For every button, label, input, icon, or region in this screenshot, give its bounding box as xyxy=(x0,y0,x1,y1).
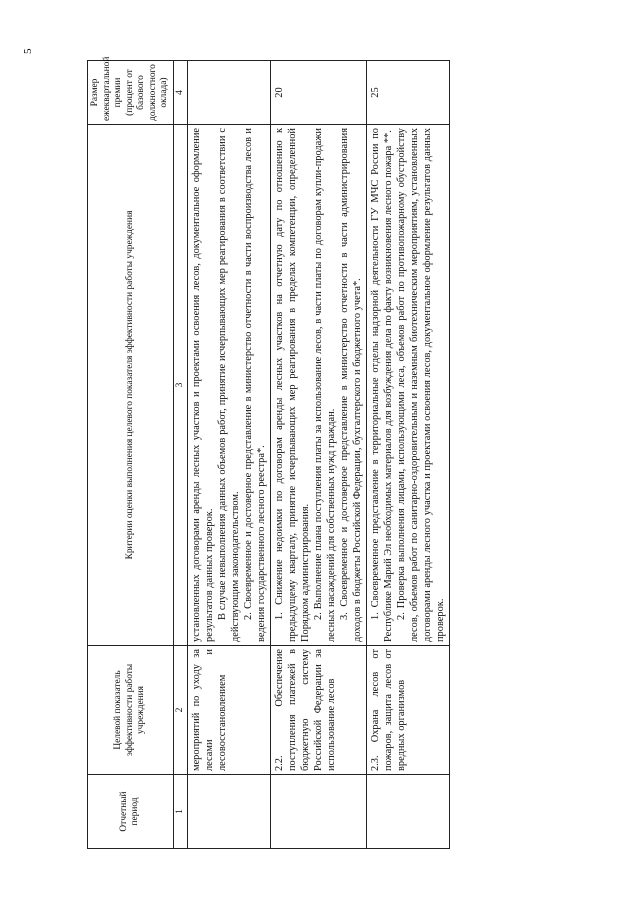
indicator-cell: мероприятий по уходу за лесами и лесовосстановлением xyxy=(187,646,270,775)
criteria-paragraph: установленных договорами аренды лесных участков и проектами освоения лесов, документальное оформление результатов данных проверок. xyxy=(190,128,215,642)
criteria-paragraph: 2. Своевременное и достоверное представление в министерство отчетности в части воспроизводства лесов и ведения государственного лесного реестра*. xyxy=(242,128,267,642)
criteria-cell xyxy=(187,125,270,646)
table-row xyxy=(187,61,270,849)
criteria-paragraph: 1. Своевременное представление в территориальные отделы надзорной деятельности ГУ МЧС России по Республике Марий Эл необходимых материалов для возбуждения дела по факту возникновения лесного пожара **. xyxy=(369,128,394,642)
header-criteria: Критерии оценки выполнения целевого показателя эффективности работы учреждения xyxy=(88,125,174,646)
period-cell xyxy=(270,775,366,849)
criteria-paragraph: 3. Своевременное и достоверное представление в министерство отчетности в части администрирования доходов в бюджеты Российской Федерации, бухгалтерского и бюджетного учета*. xyxy=(338,128,363,642)
criteria-paragraph: 2. Выполнение плана поступления платы за использование лесов, в части платы по договорам купли-продажи лесных насаждений для собственных нужд граждан. xyxy=(312,128,337,642)
size-cell: 20 xyxy=(270,61,366,125)
column-number: 3 xyxy=(173,125,187,646)
column-number: 4 xyxy=(173,61,187,125)
size-cell xyxy=(187,61,270,125)
header-size: Размер ежеквартальной премии (процент от базового должностного оклада) xyxy=(88,61,174,125)
period-cell xyxy=(187,775,270,849)
criteria-table xyxy=(87,56,450,849)
header-indicator: Целевой показатель эффективности работы учреждения xyxy=(88,646,174,775)
table-row xyxy=(270,61,366,849)
column-number: 2 xyxy=(173,646,187,775)
size-cell: 25 xyxy=(366,61,449,125)
criteria-cell xyxy=(366,125,449,646)
column-number: 1 xyxy=(173,775,187,849)
criteria-paragraph: 2. Проверка выполнения лицами, использующими леса, объемов работ по противопожарному обустройству лесов, объемов работ по санитарно-оздоровительным и наземным биотехническим мероприятиям, установленных договорами аренды лесного участка и проектами освоения лесов, документальное оформление результатов данных проверок. xyxy=(395,128,446,642)
indicator-cell: 2.2. Обеспечение поступления платежей в бюджетную систему Российской Федерации за использование лесов xyxy=(270,646,366,775)
criteria-cell xyxy=(270,125,366,646)
indicator-cell: 2.3. Охрана лесов от пожаров, защита лесов от вредных организмов xyxy=(366,646,449,775)
page-number: 5 xyxy=(22,48,34,54)
criteria-paragraph: В случае невыполнения данных объемов работ, принятие исчерпывающих мер реагирования в соответствии с действующим законодательством. xyxy=(216,128,241,642)
table-row xyxy=(366,61,449,849)
column-number-row xyxy=(173,61,187,849)
rotated-page xyxy=(87,56,560,849)
criteria-paragraph: 1. Снижение недоимки по договорам аренды лесных участков на отчетную дату по отношению к предыдущему кварталу, принятие исчерпывающих мер реагирования в пределах компетенции, определенной Порядком администрирования. xyxy=(273,128,311,642)
period-cell xyxy=(366,775,449,849)
table-header-row xyxy=(88,61,174,849)
header-period: Отчетный период xyxy=(88,775,174,849)
